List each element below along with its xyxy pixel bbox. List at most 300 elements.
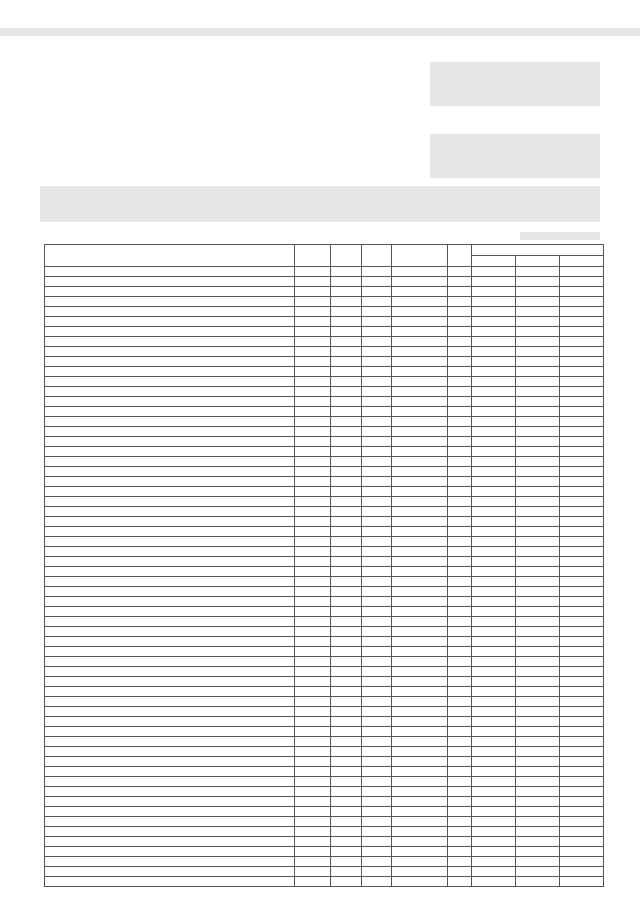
table-cell-ministry [295, 397, 331, 407]
table-cell-section [331, 517, 361, 527]
table-row [45, 697, 604, 707]
table-cell-name [45, 517, 295, 527]
table-cell-section [331, 557, 361, 567]
table-row [45, 367, 604, 377]
table-cell-name [45, 487, 295, 497]
table-row [45, 757, 604, 767]
table-cell-type [447, 337, 471, 347]
table-cell-ministry [295, 487, 331, 497]
table-cell-y2021 [471, 787, 515, 797]
table-cell-target [391, 497, 447, 507]
table-cell-subsection [361, 467, 391, 477]
table-cell-y2023 [559, 567, 603, 577]
table-row [45, 797, 604, 807]
table-row [45, 407, 604, 417]
table-cell-target [391, 727, 447, 737]
table-cell-y2023 [559, 517, 603, 527]
table-cell-section [331, 877, 361, 887]
table-cell-y2022 [515, 327, 559, 337]
table-cell-target [391, 647, 447, 657]
table-cell-name [45, 647, 295, 657]
table-cell-y2023 [559, 787, 603, 797]
table-cell-y2021 [471, 527, 515, 537]
table-cell-y2021 [471, 797, 515, 807]
table-cell-y2021 [471, 867, 515, 877]
table-cell-name [45, 317, 295, 327]
table-cell-target [391, 407, 447, 417]
table-row [45, 707, 604, 717]
table-cell-subsection [361, 487, 391, 497]
table-cell-type [447, 757, 471, 767]
table-cell-subsection [361, 547, 391, 557]
table-cell-y2023 [559, 277, 603, 287]
table-cell-y2023 [559, 747, 603, 757]
table-cell-y2021 [471, 447, 515, 457]
table-cell-y2023 [559, 577, 603, 587]
table-cell-y2023 [559, 297, 603, 307]
table-cell-ministry [295, 357, 331, 367]
table-cell-y2021 [471, 687, 515, 697]
table-cell-target [391, 757, 447, 767]
table-cell-target [391, 317, 447, 327]
table-cell-ministry [295, 587, 331, 597]
table-cell-subsection [361, 517, 391, 527]
table-cell-y2021 [471, 277, 515, 287]
table-cell-section [331, 827, 361, 837]
table-cell-target [391, 797, 447, 807]
table-cell-target [391, 347, 447, 357]
table-cell-section [331, 277, 361, 287]
table-cell-type [447, 737, 471, 747]
table-cell-type [447, 717, 471, 727]
table-cell-name [45, 697, 295, 707]
table-cell-y2022 [515, 317, 559, 327]
table-cell-type [447, 457, 471, 467]
table-cell-name [45, 877, 295, 887]
table-cell-type [447, 807, 471, 817]
table-cell-type [447, 557, 471, 567]
table-cell-subsection [361, 797, 391, 807]
table-cell-subsection [361, 557, 391, 567]
table-row [45, 787, 604, 797]
table-cell-section [331, 357, 361, 367]
table-cell-y2023 [559, 357, 603, 367]
table-cell-y2022 [515, 697, 559, 707]
table-cell-name [45, 837, 295, 847]
table-cell-section [331, 307, 361, 317]
table-cell-y2023 [559, 727, 603, 737]
table-cell-target [391, 667, 447, 677]
table-cell-y2022 [515, 627, 559, 637]
table-cell-type [447, 607, 471, 617]
appendix-caption-1 [430, 62, 600, 106]
table-cell-y2022 [515, 387, 559, 397]
table-row [45, 477, 604, 487]
table-cell-name [45, 417, 295, 427]
table-cell-y2021 [471, 807, 515, 817]
table-cell-name [45, 767, 295, 777]
table-cell-name [45, 657, 295, 667]
table-row [45, 517, 604, 527]
table-cell-y2022 [515, 667, 559, 677]
table-row [45, 337, 604, 347]
table-cell-section [331, 777, 361, 787]
table-cell-type [447, 787, 471, 797]
table-cell-type [447, 347, 471, 357]
table-row [45, 427, 604, 437]
table-cell-type [447, 267, 471, 277]
table-cell-section [331, 657, 361, 667]
table-row [45, 807, 604, 817]
budget-allocation-table [44, 244, 604, 887]
table-cell-y2021 [471, 697, 515, 707]
table-cell-name [45, 357, 295, 367]
table-cell-ministry [295, 307, 331, 317]
table-cell-section [331, 597, 361, 607]
table-cell-subsection [361, 457, 391, 467]
table-cell-subsection [361, 637, 391, 647]
table-cell-subsection [361, 677, 391, 687]
table-cell-y2023 [559, 617, 603, 627]
table-row [45, 607, 604, 617]
table-cell-ministry [295, 477, 331, 487]
table-cell-type [447, 657, 471, 667]
table-cell-y2022 [515, 417, 559, 427]
table-cell-section [331, 527, 361, 537]
table-cell-target [391, 307, 447, 317]
table-cell-y2022 [515, 617, 559, 627]
table-cell-name [45, 827, 295, 837]
table-cell-type [447, 827, 471, 837]
table-cell-y2022 [515, 567, 559, 577]
table-cell-y2022 [515, 287, 559, 297]
table-cell-name [45, 387, 295, 397]
table-cell-subsection [361, 877, 391, 887]
table-cell-section [331, 697, 361, 707]
table-cell-section [331, 677, 361, 687]
header-target [391, 245, 447, 267]
table-cell-section [331, 727, 361, 737]
document-title [40, 186, 600, 222]
table-cell-y2021 [471, 777, 515, 787]
table-cell-y2022 [515, 847, 559, 857]
table-row [45, 327, 604, 337]
table-cell-target [391, 677, 447, 687]
table-cell-type [447, 297, 471, 307]
table-cell-type [447, 547, 471, 557]
table-cell-y2023 [559, 267, 603, 277]
table-cell-y2023 [559, 817, 603, 827]
table-cell-section [331, 487, 361, 497]
table-cell-subsection [361, 627, 391, 637]
table-cell-ministry [295, 447, 331, 457]
table-cell-section [331, 427, 361, 437]
table-cell-subsection [361, 577, 391, 587]
table-cell-subsection [361, 847, 391, 857]
table-cell-section [331, 717, 361, 727]
table-cell-type [447, 867, 471, 877]
table-cell-target [391, 267, 447, 277]
table-cell-subsection [361, 587, 391, 597]
table-cell-target [391, 427, 447, 437]
table-cell-type [447, 767, 471, 777]
table-cell-type [447, 667, 471, 677]
table-cell-type [447, 447, 471, 457]
table-cell-y2022 [515, 857, 559, 867]
header-subsection [361, 245, 391, 267]
table-cell-type [447, 627, 471, 637]
table-cell-y2023 [559, 437, 603, 447]
table-cell-target [391, 277, 447, 287]
table-cell-subsection [361, 417, 391, 427]
table-cell-section [331, 667, 361, 677]
table-cell-y2022 [515, 437, 559, 447]
table-cell-y2021 [471, 427, 515, 437]
table-cell-subsection [361, 857, 391, 867]
table-cell-y2021 [471, 857, 515, 867]
table-cell-name [45, 287, 295, 297]
table-cell-y2021 [471, 567, 515, 577]
table-cell-subsection [361, 597, 391, 607]
table-cell-type [447, 517, 471, 527]
table-cell-type [447, 577, 471, 587]
table-cell-y2022 [515, 587, 559, 597]
table-cell-subsection [361, 507, 391, 517]
table-cell-section [331, 297, 361, 307]
table-cell-name [45, 297, 295, 307]
table-cell-y2023 [559, 547, 603, 557]
table-cell-type [447, 847, 471, 857]
table-cell-section [331, 817, 361, 827]
table-cell-target [391, 627, 447, 637]
table-cell-ministry [295, 557, 331, 567]
table-cell-y2022 [515, 727, 559, 737]
table-row [45, 357, 604, 367]
table-cell-y2023 [559, 537, 603, 547]
table-cell-y2021 [471, 437, 515, 447]
table-cell-y2023 [559, 637, 603, 647]
table-cell-target [391, 487, 447, 497]
table-cell-subsection [361, 607, 391, 617]
table-cell-ministry [295, 797, 331, 807]
table-cell-section [331, 787, 361, 797]
table-cell-section [331, 747, 361, 757]
table-cell-y2023 [559, 367, 603, 377]
table-row [45, 527, 604, 537]
table-cell-y2021 [471, 557, 515, 567]
table-cell-y2021 [471, 517, 515, 527]
table-cell-y2022 [515, 397, 559, 407]
table-cell-section [331, 407, 361, 417]
table-cell-target [391, 467, 447, 477]
table-cell-ministry [295, 877, 331, 887]
table-row [45, 557, 604, 567]
table-cell-target [391, 737, 447, 747]
table-cell-subsection [361, 437, 391, 447]
table-cell-target [391, 617, 447, 627]
table-cell-name [45, 687, 295, 697]
table-cell-y2023 [559, 867, 603, 877]
table-cell-name [45, 367, 295, 377]
table-cell-section [331, 867, 361, 877]
table-cell-type [447, 467, 471, 477]
table-cell-y2022 [515, 457, 559, 467]
table-cell-name [45, 607, 295, 617]
table-row [45, 867, 604, 877]
table-cell-target [391, 657, 447, 667]
table-row [45, 877, 604, 887]
table-row [45, 417, 604, 427]
table-cell-name [45, 787, 295, 797]
table-cell-y2022 [515, 577, 559, 587]
table-cell-name [45, 757, 295, 767]
table-cell-name [45, 587, 295, 597]
table-row [45, 647, 604, 657]
table-cell-target [391, 457, 447, 467]
table-cell-subsection [361, 697, 391, 707]
table-cell-y2023 [559, 807, 603, 817]
table-cell-type [447, 567, 471, 577]
table-cell-ministry [295, 857, 331, 867]
table-cell-y2022 [515, 877, 559, 887]
table-cell-target [391, 857, 447, 867]
table-cell-y2022 [515, 487, 559, 497]
table-cell-ministry [295, 767, 331, 777]
table-cell-ministry [295, 297, 331, 307]
table-cell-name [45, 557, 295, 567]
table-cell-y2023 [559, 477, 603, 487]
table-cell-type [447, 407, 471, 417]
table-cell-y2021 [471, 477, 515, 487]
table-row [45, 307, 604, 317]
table-cell-y2021 [471, 877, 515, 887]
table-cell-y2022 [515, 787, 559, 797]
table-cell-subsection [361, 477, 391, 487]
table-cell-target [391, 767, 447, 777]
table-cell-y2021 [471, 547, 515, 557]
table-cell-y2023 [559, 337, 603, 347]
page-number [0, 28, 640, 36]
table-cell-y2023 [559, 527, 603, 537]
table-cell-section [331, 337, 361, 347]
table-cell-ministry [295, 677, 331, 687]
table-cell-y2022 [515, 497, 559, 507]
table-cell-y2022 [515, 597, 559, 607]
table-cell-y2022 [515, 647, 559, 657]
table-row [45, 837, 604, 847]
table-cell-type [447, 317, 471, 327]
table-cell-y2021 [471, 707, 515, 717]
table-row [45, 747, 604, 757]
table-cell-y2022 [515, 837, 559, 847]
table-cell-type [447, 707, 471, 717]
table-cell-ministry [295, 537, 331, 547]
table-cell-subsection [361, 277, 391, 287]
table-cell-ministry [295, 707, 331, 717]
table-cell-ministry [295, 617, 331, 627]
table-cell-y2023 [559, 607, 603, 617]
table-cell-section [331, 797, 361, 807]
table-cell-target [391, 817, 447, 827]
table-cell-subsection [361, 267, 391, 277]
table-cell-ministry [295, 497, 331, 507]
table-row [45, 577, 604, 587]
table-cell-y2021 [471, 767, 515, 777]
table-cell-target [391, 387, 447, 397]
table-cell-subsection [361, 367, 391, 377]
table-cell-y2021 [471, 677, 515, 687]
table-row [45, 547, 604, 557]
table-cell-type [447, 497, 471, 507]
table-cell-target [391, 807, 447, 817]
table-cell-target [391, 587, 447, 597]
table-cell-name [45, 467, 295, 477]
table-cell-target [391, 867, 447, 877]
table-cell-target [391, 707, 447, 717]
table-cell-y2022 [515, 827, 559, 837]
table-row [45, 567, 604, 577]
table-cell-ministry [295, 727, 331, 737]
table-cell-name [45, 537, 295, 547]
table-row [45, 617, 604, 627]
table-row [45, 717, 604, 727]
table-cell-subsection [361, 337, 391, 347]
table-cell-ministry [295, 457, 331, 467]
table-cell-section [331, 647, 361, 657]
table-cell-y2023 [559, 647, 603, 657]
table-cell-y2022 [515, 807, 559, 817]
table-cell-y2022 [515, 607, 559, 617]
table-cell-subsection [361, 647, 391, 657]
table-row [45, 597, 604, 607]
table-cell-ministry [295, 347, 331, 357]
table-row [45, 447, 604, 457]
table-cell-y2021 [471, 467, 515, 477]
table-cell-ministry [295, 527, 331, 537]
table-cell-target [391, 357, 447, 367]
table-cell-y2023 [559, 407, 603, 417]
table-cell-target [391, 397, 447, 407]
table-cell-section [331, 757, 361, 767]
table-cell-y2023 [559, 677, 603, 687]
table-cell-name [45, 617, 295, 627]
table-cell-y2023 [559, 657, 603, 667]
table-cell-section [331, 317, 361, 327]
table-cell-name [45, 817, 295, 827]
table-cell-y2023 [559, 557, 603, 567]
table-cell-y2022 [515, 507, 559, 517]
table-cell-name [45, 277, 295, 287]
table-cell-ministry [295, 317, 331, 327]
table-cell-ministry [295, 847, 331, 857]
table-cell-type [447, 777, 471, 787]
table-cell-target [391, 437, 447, 447]
table-cell-y2023 [559, 487, 603, 497]
table-cell-ministry [295, 627, 331, 637]
table-cell-y2023 [559, 767, 603, 777]
table-cell-y2021 [471, 637, 515, 647]
header-2022 [515, 256, 559, 267]
table-cell-type [447, 687, 471, 697]
table-cell-name [45, 577, 295, 587]
table-row [45, 627, 604, 637]
table-cell-type [447, 877, 471, 887]
table-row [45, 727, 604, 737]
table-row [45, 287, 604, 297]
table-cell-name [45, 807, 295, 817]
table-cell-subsection [361, 447, 391, 457]
table-cell-subsection [361, 717, 391, 727]
